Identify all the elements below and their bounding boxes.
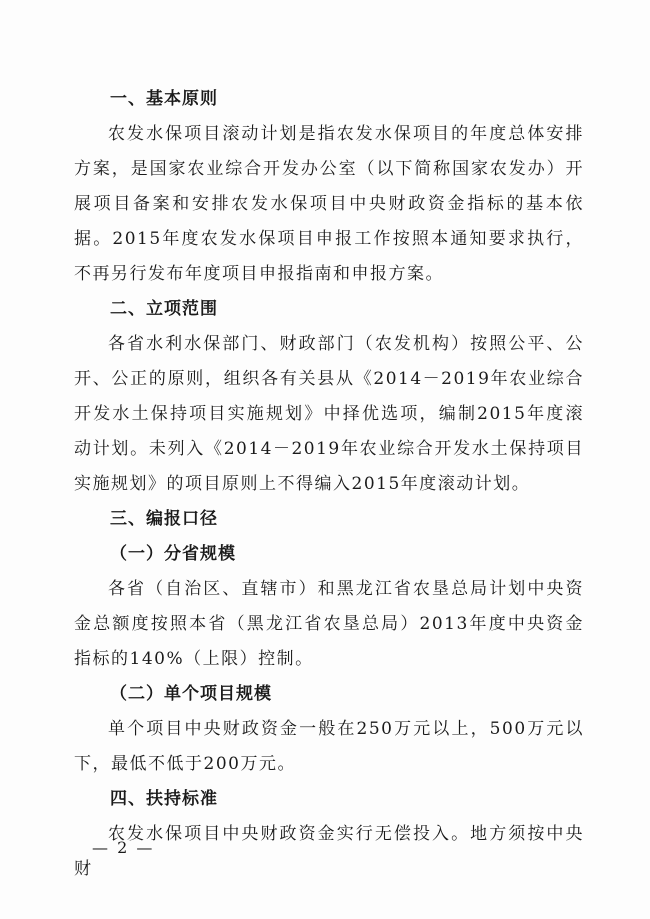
section-heading-principles: 一、基本原则 [110,89,218,109]
page-number: — 2 — [92,838,155,857]
document-body [74,82,584,887]
section-heading-reporting: 三、编报口径 [110,509,218,529]
subheading-province-scale: （一）分省规模 [110,544,236,564]
paragraph-principles: 农发水保项目滚动计划是指农发水保项目的年度总体安排方案，是国家农业综合开发办公室（以下简称国家农发办）开展项目备案和安排农发水保项目中央财政资金指标的基本依据。2015年度农发水保项目申报工作按照本通知要求执行，不再另行发布年度项目申报指南和申报方案。 [74,124,584,284]
section-heading-scope: 二、立项范围 [110,299,218,319]
paragraph-support-standard: 农发水保项目中央财政资金实行无偿投入。地方须按中央财 [74,824,584,879]
paragraph-project-scale: 单个项目中央财政资金一般在250万元以上，500万元以下，最低不低于200万元。 [74,719,584,774]
section-heading-support-standard: 四、扶持标准 [110,789,218,809]
paragraph-scope: 各省水利水保部门、财政部门（农发机构）按照公平、公开、公正的原则，组织各有关县从《2014－2019年农业综合开发水土保持项目实施规划》中择优选项，编制2015年度滚动计划。未列入《2014－2019年农业综合开发水土保持项目实施规划》的项目原则上不得编入2015年度滚动计划。 [74,334,584,494]
paragraph-province-scale: 各省（自治区、直辖市）和黑龙江省农垦总局计划中央资金总额度按照本省（黑龙江省农垦总局）2013年度中央资金指标的140%（上限）控制。 [74,579,584,669]
subheading-project-scale: （二）单个项目规模 [110,684,272,704]
